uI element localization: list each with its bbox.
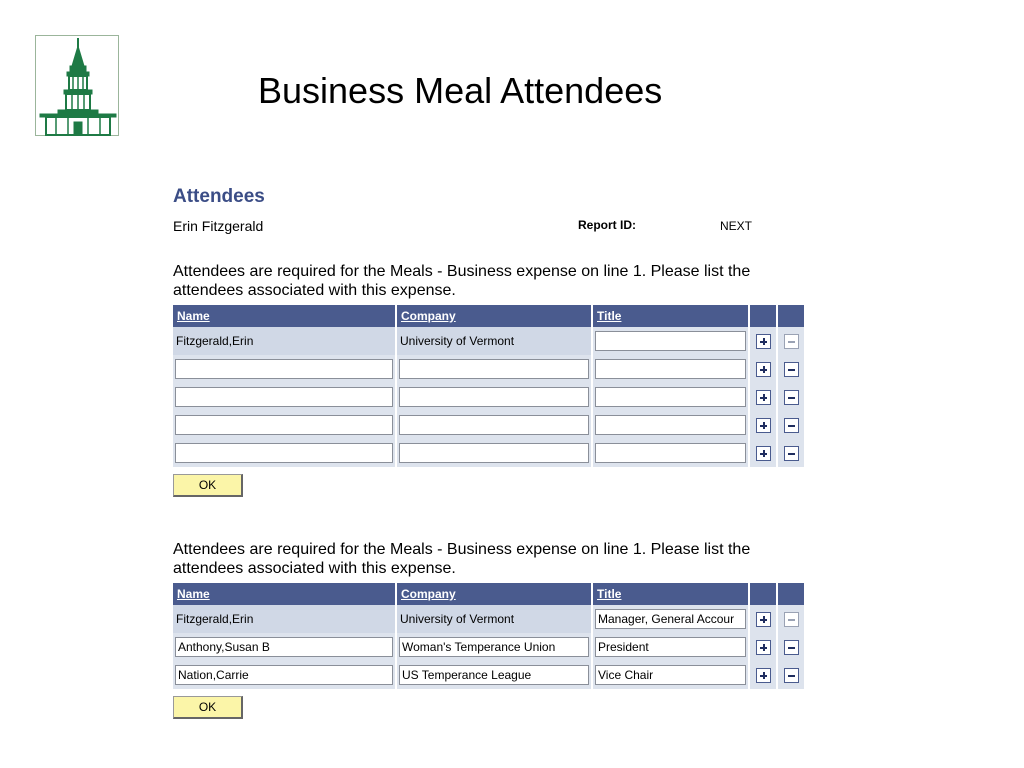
attendee-company-input[interactable] bbox=[399, 387, 589, 407]
delete-row-icon bbox=[784, 334, 799, 349]
attendee-title-input[interactable] bbox=[595, 359, 746, 379]
attendee-title-input[interactable] bbox=[595, 609, 746, 629]
table-row bbox=[173, 327, 805, 355]
column-header-title[interactable]: Title bbox=[592, 305, 749, 327]
column-header-name[interactable]: Name bbox=[173, 583, 396, 605]
delete-row-icon[interactable] bbox=[784, 362, 799, 377]
attendee-company-input[interactable] bbox=[399, 415, 589, 435]
grid-header-row bbox=[173, 305, 805, 327]
attendee-company-cell: University of Vermont bbox=[396, 327, 592, 355]
add-row-icon[interactable] bbox=[756, 446, 771, 461]
grid-header-row bbox=[173, 583, 805, 605]
add-row-icon[interactable] bbox=[756, 640, 771, 655]
add-row-icon[interactable] bbox=[756, 668, 771, 683]
attendee-name-input[interactable] bbox=[175, 359, 393, 379]
attendee-company-input[interactable] bbox=[399, 637, 589, 657]
attendee-name-input[interactable] bbox=[175, 443, 393, 463]
add-row-icon[interactable] bbox=[756, 334, 771, 349]
column-header-delete bbox=[777, 583, 805, 605]
attendee-name-input[interactable] bbox=[175, 665, 393, 685]
column-header-delete bbox=[777, 305, 805, 327]
report-id-label: Report ID: bbox=[578, 218, 636, 232]
attendee-name-cell: Fitzgerald,Erin bbox=[173, 327, 396, 355]
delete-row-icon[interactable] bbox=[784, 446, 799, 461]
delete-row-icon bbox=[784, 612, 799, 627]
table-row bbox=[173, 633, 805, 661]
attendee-company-input[interactable] bbox=[399, 359, 589, 379]
column-header-add bbox=[749, 583, 777, 605]
report-id-value: NEXT bbox=[720, 219, 753, 233]
table-row bbox=[173, 411, 805, 439]
attendee-company-input[interactable] bbox=[399, 665, 589, 685]
attendees-grid bbox=[173, 305, 806, 467]
page-heading: Attendees bbox=[173, 186, 265, 207]
delete-row-icon[interactable] bbox=[784, 668, 799, 683]
slide-title: Business Meal Attendees bbox=[258, 70, 663, 111]
column-header-company[interactable]: Company bbox=[396, 583, 592, 605]
column-header-name[interactable]: Name bbox=[173, 305, 396, 327]
attendee-title-input[interactable] bbox=[595, 331, 746, 351]
add-row-icon[interactable] bbox=[756, 362, 771, 377]
table-row bbox=[173, 355, 805, 383]
university-tower-icon bbox=[36, 36, 120, 137]
attendee-name-cell: Fitzgerald,Erin bbox=[173, 605, 396, 633]
table-row bbox=[173, 661, 805, 689]
attendees-grid bbox=[173, 583, 806, 689]
delete-row-icon[interactable] bbox=[784, 390, 799, 405]
column-header-add bbox=[749, 305, 777, 327]
attendee-title-input[interactable] bbox=[595, 665, 746, 685]
delete-row-icon[interactable] bbox=[784, 640, 799, 655]
add-row-icon[interactable] bbox=[756, 612, 771, 627]
university-logo bbox=[35, 35, 119, 136]
table-row bbox=[173, 439, 805, 467]
table-row bbox=[173, 383, 805, 411]
delete-row-icon[interactable] bbox=[784, 418, 799, 433]
attendee-name-input[interactable] bbox=[175, 415, 393, 435]
table-row bbox=[173, 605, 805, 633]
ok-button[interactable]: OK bbox=[173, 696, 243, 719]
instructions-text: Attendees are required for the Meals - Business expense on line 1. Please list the attendees associated with this expense. bbox=[173, 541, 751, 577]
attendee-title-input[interactable] bbox=[595, 443, 746, 463]
add-row-icon[interactable] bbox=[756, 418, 771, 433]
column-header-company[interactable]: Company bbox=[396, 305, 592, 327]
attendee-name-input[interactable] bbox=[175, 637, 393, 657]
attendee-name-input[interactable] bbox=[175, 387, 393, 407]
attendee-title-input[interactable] bbox=[595, 415, 746, 435]
employee-name: Erin Fitzgerald bbox=[173, 218, 264, 234]
attendee-title-input[interactable] bbox=[595, 637, 746, 657]
column-header-title[interactable]: Title bbox=[592, 583, 749, 605]
ok-button[interactable]: OK bbox=[173, 474, 243, 497]
instructions-text: Attendees are required for the Meals - Business expense on line 1. Please list the attendees associated with this expense. bbox=[173, 263, 751, 299]
add-row-icon[interactable] bbox=[756, 390, 771, 405]
attendee-title-input[interactable] bbox=[595, 387, 746, 407]
attendee-company-input[interactable] bbox=[399, 443, 589, 463]
attendee-company-cell: University of Vermont bbox=[396, 605, 592, 633]
